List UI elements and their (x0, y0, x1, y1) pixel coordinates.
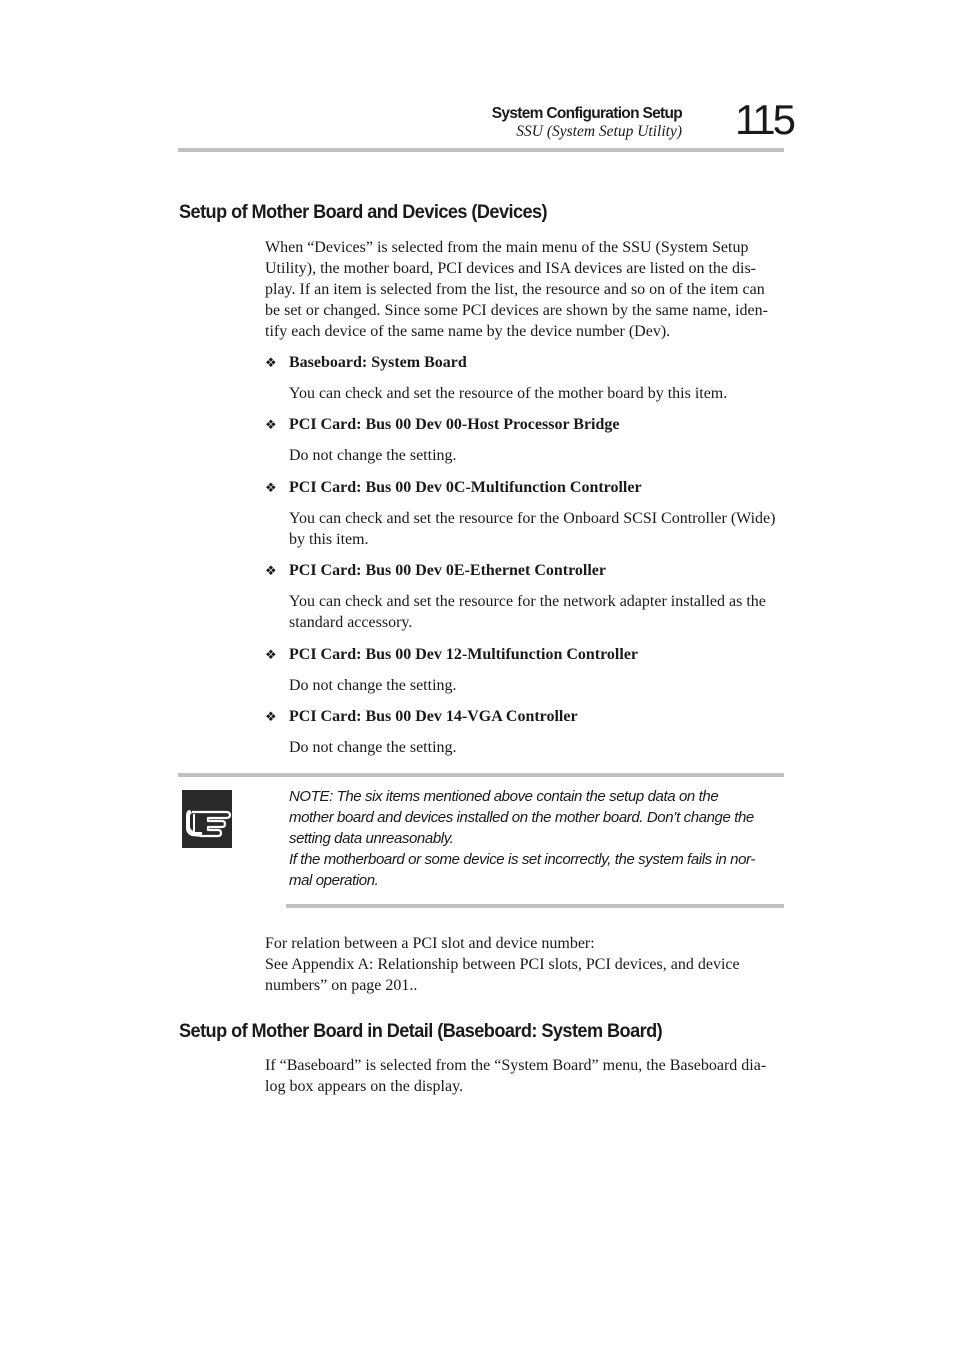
section-heading-baseboard: Setup of Mother Board in Detail (Baseboard: System Board) (179, 1020, 663, 1042)
item-desc-line: You can check and set the resource for the network adapter installed as the (289, 593, 766, 610)
diamond-bullet-icon: ❖ (265, 647, 277, 662)
note-line: If the motherboard or some device is set incorrectly, the system fails in nor- (289, 851, 755, 868)
pointing-hand-icon (182, 790, 234, 848)
header-rule (178, 148, 784, 152)
list-item-description (289, 737, 785, 758)
note-top-rule (178, 773, 784, 777)
item-title-text: PCI Card: Bus 00 Dev 14-VGA Controller (289, 708, 578, 725)
item-desc-line: standard accessory. (289, 614, 413, 631)
relation-line: For relation between a PCI slot and device number: (265, 935, 595, 952)
intro-line: Utility), the mother board, PCI devices and ISA devices are listed on the dis- (265, 260, 756, 277)
relation-line: See Appendix A: Relationship between PCI slots, PCI devices, and device (265, 956, 740, 973)
devices-intro-paragraph (265, 237, 785, 342)
baseboard-line: log box appears on the display. (265, 1078, 464, 1095)
item-desc-line: You can check and set the resource of the mother board by this item. (289, 385, 728, 402)
item-title-text: Baseboard: System Board (289, 354, 467, 371)
item-title-text: PCI Card: Bus 00 Dev 12-Multifunction Controller (289, 646, 639, 663)
running-header (492, 104, 682, 140)
list-item-description (289, 675, 785, 696)
intro-line: be set or changed. Since some PCI devices are shown by the same name, iden- (265, 302, 768, 319)
note-line: setting data unreasonably. (289, 830, 454, 847)
list-item-title (265, 706, 578, 727)
list-item-description (289, 591, 785, 633)
intro-line: tify each device of the same name by the device number (Dev). (265, 323, 671, 340)
list-item-description (289, 445, 785, 466)
item-title-text: PCI Card: Bus 00 Dev 0C-Multifunction Controller (289, 479, 642, 496)
note-line: mother board and devices installed on the mother board. Don’t change the (289, 809, 754, 826)
running-header-title: System Configuration Setup (491, 105, 682, 122)
running-header-subtitle: SSU (System Setup Utility) (516, 123, 682, 140)
baseboard-line: If “Baseboard” is selected from the “System Board” menu, the Baseboard dia- (265, 1057, 767, 1074)
note-line: NOTE: The six items mentioned above contain the setup data on the (289, 788, 719, 805)
intro-line: When “Devices” is selected from the main menu of the SSU (System Setup (265, 239, 749, 256)
section-heading-devices: Setup of Mother Board and Devices (Devices) (179, 201, 548, 223)
baseboard-paragraph (265, 1055, 785, 1097)
list-item-description (289, 383, 785, 404)
relation-line: numbers” on page 201.. (265, 977, 418, 994)
list-item-title (265, 477, 642, 498)
list-item-title (265, 352, 467, 373)
diamond-bullet-icon: ❖ (265, 355, 277, 370)
diamond-bullet-icon: ❖ (265, 563, 277, 578)
relation-paragraph (265, 933, 785, 996)
item-desc-line: by this item. (289, 531, 369, 548)
list-item-title (265, 560, 606, 581)
intro-line: play. If an item is selected from the list, the resource and so on of the item can (265, 281, 765, 298)
list-item-description (289, 508, 785, 550)
note-bottom-rule (286, 904, 784, 908)
diamond-bullet-icon: ❖ (265, 709, 277, 724)
item-desc-line: Do not change the setting. (289, 739, 457, 756)
item-title-text: PCI Card: Bus 00 Dev 0E-Ethernet Controller (289, 562, 607, 579)
diamond-bullet-icon: ❖ (265, 417, 277, 432)
note-line: mal operation. (289, 872, 379, 889)
note-text (289, 786, 759, 891)
item-desc-line: Do not change the setting. (289, 447, 457, 464)
list-item-title (265, 644, 638, 665)
item-title-text: PCI Card: Bus 00 Dev 00-Host Processor Bridge (289, 416, 620, 433)
page-number: 115 (735, 96, 793, 143)
list-item-title (265, 414, 620, 435)
item-desc-line: You can check and set the resource for the Onboard SCSI Controller (Wide) (289, 510, 776, 527)
diamond-bullet-icon: ❖ (265, 480, 277, 495)
item-desc-line: Do not change the setting. (289, 677, 457, 694)
